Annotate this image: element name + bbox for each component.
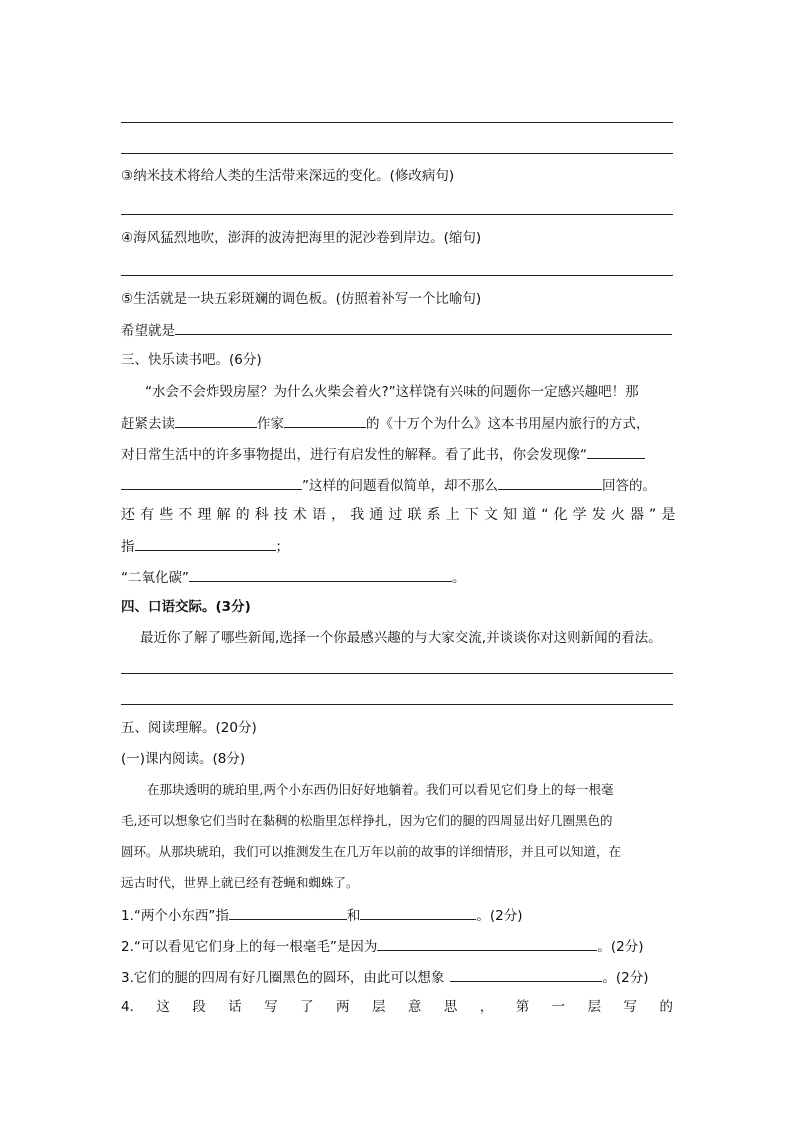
blank-7[interactable] [189, 566, 452, 582]
blank-4[interactable] [121, 474, 302, 490]
question-4-char: 思 [443, 999, 458, 1015]
text: 。(2分) [602, 970, 649, 986]
section-3-line [121, 412, 650, 434]
text: 回答的。 [602, 478, 656, 494]
reading-question-4 [121, 997, 673, 1017]
answer-line[interactable] [121, 704, 673, 705]
question-4-char: 层 [371, 999, 386, 1015]
question-4-char: 层 [587, 999, 602, 1015]
question-4-char: 话 [228, 999, 242, 1015]
section-4-prompt: 最近你了解了哪些新闻,选择一个你最感兴趣的与大家交流,并谈谈你对这则新闻的看法。 [140, 630, 662, 646]
blank-1[interactable] [175, 412, 257, 428]
text: 赶紧去读 [121, 416, 175, 432]
text: ”这样的问题看似简单，却不那么 [302, 478, 498, 494]
question-4-char: 一 [551, 999, 566, 1015]
section-3-line [121, 566, 466, 588]
section-5-subtitle: (一)课内阅读。(8分) [121, 751, 246, 767]
text: 3.它们的腿的四周有好几圈黑色的圆环，由此可以想象 [121, 970, 445, 986]
blank-q1-a[interactable] [229, 904, 347, 920]
question-4-char: ， [479, 999, 494, 1015]
section-3-title: 三、快乐读书吧。(6分) [121, 352, 262, 368]
section-4-title: 四、口语交际。(3分) [121, 599, 251, 615]
reading-question-1 [121, 904, 523, 926]
blank-q3[interactable] [450, 966, 602, 982]
blank-5[interactable] [498, 474, 602, 490]
question-4-char: 两 [336, 999, 350, 1015]
text: 对日常生活中的许多事物提出，进行有启发性的解释。看了此书，你会发现像“ [121, 447, 587, 463]
section-3-paragraph: “水会不会炸毁房屋？为什么火柴会着火?”这样饶有兴味的问题你一定感兴趣吧！那 [145, 384, 639, 400]
section-3-line: 还有些不理解的科技术语，我通过联系上下文知道“化学发火器”是 [121, 507, 681, 523]
question-4-char: 这 [156, 999, 170, 1015]
text: 1.“两个小东西”指 [121, 908, 229, 924]
question-5-answer [121, 319, 672, 341]
question-4-char: 意 [407, 999, 422, 1015]
reading-question-2 [121, 935, 644, 957]
text: 的《十万个为什么》这本书用屋内旅行的方式， [366, 416, 650, 432]
text: 。 [452, 570, 466, 586]
reading-passage: 远古时代，世界上就已经有苍蝇和蜘蛛了。 [121, 875, 359, 890]
question-5: ⑤生活就是一块五彩斑斓的调色板。(仿照着补写一个比喻句) [121, 291, 482, 307]
text: 。(2分) [597, 939, 644, 955]
answer-blank[interactable] [175, 319, 672, 335]
answer-line[interactable] [121, 214, 673, 215]
answer-prefix: 希望就是 [121, 323, 175, 339]
text: 2.“可以看见它们身上的每一根毫毛”是因为 [121, 939, 378, 955]
section-3-line [121, 535, 289, 557]
section-3-line [121, 474, 656, 496]
reading-question-3 [121, 966, 649, 988]
answer-line[interactable] [121, 122, 673, 123]
section-5-title: 五、阅读理解。(20分) [121, 720, 257, 736]
blank-q1-b[interactable] [360, 904, 476, 920]
blank-6[interactable] [135, 535, 276, 551]
question-4-char: 4. [121, 999, 134, 1015]
question-4-char: 段 [192, 999, 206, 1015]
text: “二氧化碳” [121, 570, 189, 586]
answer-line[interactable] [121, 673, 673, 674]
question-4-char: 了 [300, 999, 314, 1015]
section-3-line [121, 443, 645, 465]
question-4-char: 写 [623, 999, 638, 1015]
text: ； [275, 539, 289, 555]
blank-3[interactable] [587, 443, 645, 459]
answer-line[interactable] [121, 153, 673, 154]
question-4-char: 的 [659, 999, 673, 1015]
question-4-char: 第 [515, 999, 530, 1015]
question-4-char: 写 [264, 999, 278, 1015]
blank-q2[interactable] [377, 935, 597, 951]
answer-line[interactable] [121, 275, 673, 276]
question-3: ③纳米技术将给人类的生活带来深远的变化。(修改病句) [121, 168, 455, 184]
reading-passage: 毛,还可以想象它们当时在黏稠的松脂里怎样挣扎，因为它们的腿的四周显出好几圈黑色的 [121, 813, 613, 828]
text: 和 [346, 908, 361, 924]
text: 。(2分) [476, 908, 523, 924]
reading-passage: 在那块透明的琥珀里,两个小东西仍旧好好地躺着。我们可以看见它们身上的每一根毫 [147, 782, 614, 797]
reading-passage: 圆环。从那块琥珀，我们可以推测发生在几万年以前的故事的详细情形，并且可以知道，在 [121, 844, 622, 859]
question-4: ④海风猛烈地吹，澎湃的波涛把海里的泥沙卷到岸边。(缩句) [121, 230, 482, 246]
blank-2[interactable] [284, 412, 366, 428]
text: 指 [121, 539, 135, 555]
text: 作家 [257, 416, 284, 432]
